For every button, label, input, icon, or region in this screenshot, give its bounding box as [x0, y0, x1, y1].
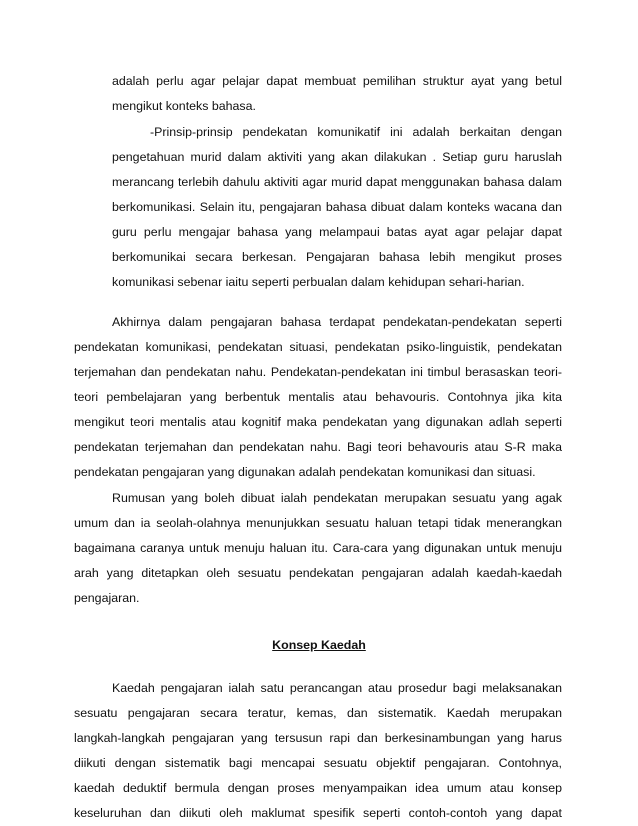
section-heading: Konsep Kaedah [272, 638, 366, 652]
para1-line-4: teori pembelajaran yang berbentuk mentalis atau behavouris. Contohnya jika kita [74, 390, 562, 404]
para3-line-4: diikuti dengan sistematik bagi mencapai sesuatu objektif pengajaran. Contohnya, [74, 756, 562, 770]
para1-line-2: pendekatan komunikasi, pendekatan situasi, pendekatan psiko-linguistik, pendekatan [74, 340, 562, 354]
para2-line-2: umum dan ia seolah-olahnya menunjukkan sesuatu haluan tetapi tidak menerangkan [74, 516, 562, 530]
block2-line-2: pengetahuan murid dalam aktiviti yang akan dilakukan . Setiap guru haruslah [112, 150, 562, 164]
para1-line-7: pendekatan pengajaran yang digunakan adalah pendekatan komunikasi dan situasi. [74, 465, 536, 479]
para3-line-6: keseluruhan dan diikuti oleh maklumat spesifik seperti contoh-contoh yang dapat [74, 806, 562, 820]
block2-line-7: komunikasi sebenar iaitu seperti perbualan dalam kehidupan sehari-harian. [112, 275, 525, 289]
para1-line-1: Akhirnya dalam pengajaran bahasa terdapat pendekatan-pendekatan seperti [112, 315, 562, 329]
block2-line-4: berkomunikasi. Selain itu, pengajaran bahasa dibuat dalam konteks wacana dan [112, 200, 562, 214]
block1-line-1: adalah perlu agar pelajar dapat membuat pemilihan struktur ayat yang betul [112, 74, 562, 88]
para1-line-5: mengikut teori mentalis atau kognitif maka pendekatan yang digunakan adlah seperti [74, 415, 562, 429]
block2-line-1: -Prinsip-prinsip pendekatan komunikatif ini adalah berkaitan dengan [150, 125, 562, 139]
para1-line-3: terjemahan dan pendekatan nahu. Pendekatan-pendekatan ini timbul berasaskan teori- [74, 365, 562, 379]
block2-line-3: merancang terlebih dahulu aktiviti agar murid dapat menggunakan bahasa dalam [112, 175, 562, 189]
para3-line-3: langkah-langkah pengajaran yang tersusun rapi dan berkesinambungan yang harus [74, 731, 562, 745]
para2-line-3: bagaimana caranya untuk menuju haluan itu. Cara-cara yang digunakan untuk menuju [74, 541, 562, 555]
para3-line-2: sesuatu pengajaran secara teratur, kemas, dan sistematik. Kaedah merupakan [74, 706, 562, 720]
para2-line-1: Rumusan yang boleh dibuat ialah pendekatan merupakan sesuatu yang agak [112, 491, 562, 505]
block2-line-6: berkomunikai secara berkesan. Pengajaran bahasa lebih mengikut proses [112, 250, 562, 264]
block2-line-5: guru perlu mengajar bahasa yang melampaui batas ayat agar pelajar dapat [112, 225, 562, 239]
para3-line-5: kaedah deduktif bermula dengan proses menyampaikan idea umum atau konsep [74, 781, 562, 795]
para3-line-1: Kaedah pengajaran ialah satu perancangan atau prosedur bagi melaksanakan [112, 681, 562, 695]
para1-line-6: pendekatan terjemahan dan pendekatan nahu. Bagi teori behavouris atau S-R maka [74, 440, 562, 454]
para2-line-4: arah yang ditetapkan oleh sesuatu pendekatan pengajaran adalah kaedah-kaedah [74, 566, 562, 580]
block1-line-2: mengikut konteks bahasa. [112, 99, 256, 113]
para2-line-5: pengajaran. [74, 591, 140, 605]
